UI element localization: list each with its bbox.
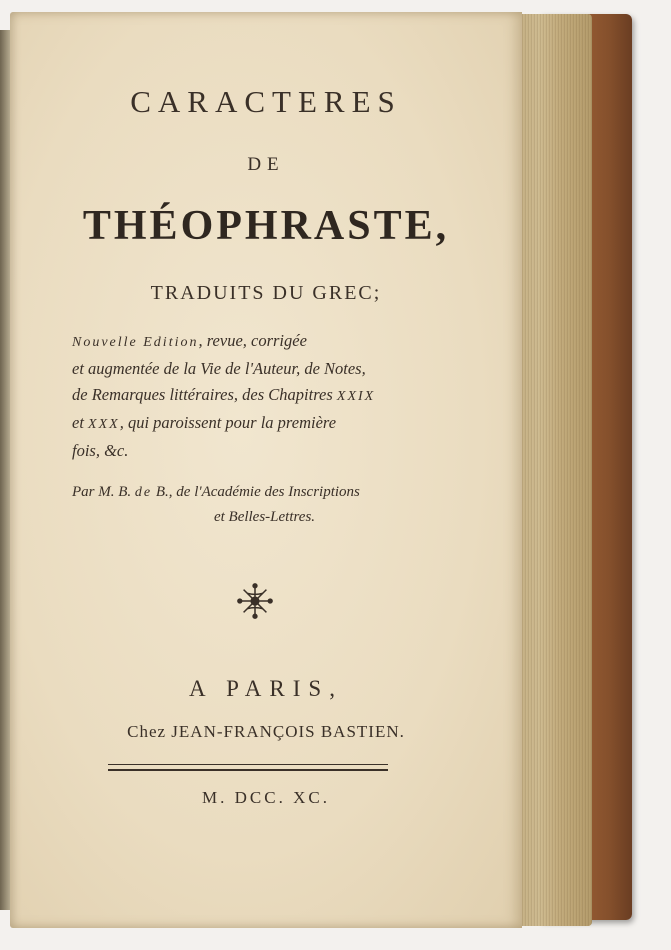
edition-line-4 xyxy=(72,410,457,438)
place-paris: A PARIS, xyxy=(189,676,343,701)
edition-line-3-text: de Remarques littéraires, des Chapitres xyxy=(72,385,337,404)
publication-year: M. DCC. XC. xyxy=(202,788,330,807)
edition-line-4-et: et xyxy=(72,413,89,432)
author-paragraph xyxy=(72,480,457,529)
edition-line-1-rest: , revue, corrigée xyxy=(198,331,307,350)
title-page xyxy=(10,12,522,928)
author-line-1 xyxy=(72,480,457,505)
edition-line-1 xyxy=(72,328,457,356)
author-line-2: et Belles-Lettres. xyxy=(213,509,316,525)
fleuron-icon xyxy=(236,582,274,620)
author-de: de xyxy=(134,485,153,500)
title-de: DE xyxy=(247,154,285,175)
edition-line-5: fois, &c. xyxy=(72,441,129,460)
edition-line-2: et augmentée de la Vie de l'Auteur, de Notes, xyxy=(72,359,366,378)
subtitle-traduits: TRADUITS DU GREC; xyxy=(150,282,382,304)
edition-small-caps: Nouvelle Edition xyxy=(72,335,199,350)
rule-thick xyxy=(108,769,388,771)
chapter-xxix: XXIX xyxy=(336,389,376,404)
rule-thin xyxy=(108,764,388,765)
edition-paragraph xyxy=(72,328,457,464)
page-fore-edge xyxy=(516,14,592,926)
title-theophraste: THÉOPHRASTE, xyxy=(82,203,450,249)
publisher: Chez JEAN-FRANÇOIS BASTIEN. xyxy=(127,722,405,741)
chapter-xxx: XXX xyxy=(88,417,120,432)
author-par: Par M. B. xyxy=(72,484,135,500)
author-academie: B., de l'Académie des Inscriptions xyxy=(152,484,360,500)
title-caracteres: CARACTERES xyxy=(130,84,402,119)
edition-line-3 xyxy=(72,382,457,410)
edition-line-4-rest: , qui paroissent pour la première xyxy=(119,413,337,432)
